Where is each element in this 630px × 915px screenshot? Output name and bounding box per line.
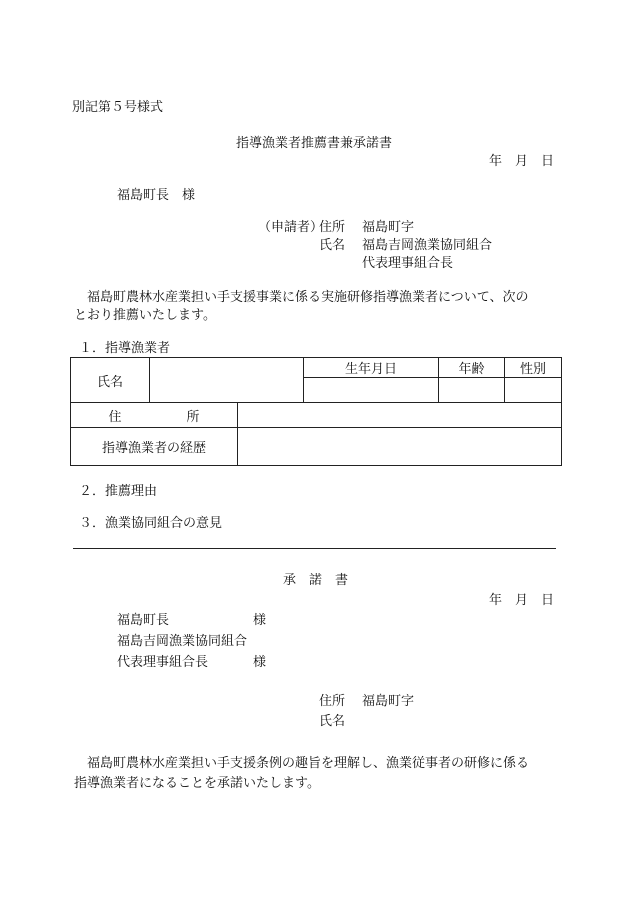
body-text-line-1: 福島町農林水産業担い手支援事業に係る実施研修指導漁業者について、次の bbox=[74, 290, 529, 305]
name-input-cell[interactable] bbox=[150, 358, 304, 403]
age-header: 年齢 bbox=[439, 358, 505, 378]
consent-body-line-2: 指導漁業者になることを承諾いたします。 bbox=[74, 776, 320, 791]
consent-name-label: 氏名 bbox=[319, 714, 346, 729]
consent-addressee-suffix: 様 bbox=[253, 613, 267, 628]
instructor-table bbox=[70, 357, 562, 466]
consent-representative-title: 代表理事組合長 bbox=[117, 655, 209, 670]
address-header-cell bbox=[71, 403, 238, 428]
separator-line bbox=[73, 548, 556, 549]
consent-representative-suffix: 様 bbox=[253, 655, 267, 670]
career-input-cell[interactable] bbox=[238, 428, 562, 466]
sex-input-cell[interactable] bbox=[505, 378, 562, 403]
career-header: 指導漁業者の経歴 bbox=[101, 441, 206, 456]
consent-address-label: 住所 bbox=[319, 694, 346, 709]
address-input-cell[interactable] bbox=[238, 403, 562, 428]
section-heading-2: ２．推薦理由 bbox=[79, 484, 158, 499]
addressee: 福島町長 様 bbox=[117, 188, 196, 203]
org-name: 福島吉岡漁業協同組合 bbox=[362, 238, 493, 253]
address-label: 住所 bbox=[319, 220, 346, 235]
representative-title: 代表理事組合長 bbox=[362, 256, 454, 271]
section-heading-1: １．指導漁業者 bbox=[79, 341, 171, 356]
date-line: 年 月 日 bbox=[489, 154, 555, 169]
career-header-cell bbox=[71, 428, 238, 466]
sex-header: 性別 bbox=[505, 358, 562, 378]
consent-date-line: 年 月 日 bbox=[489, 593, 555, 608]
address-header: 住 所 bbox=[108, 409, 200, 425]
birthdate-header: 生年月日 bbox=[304, 358, 439, 378]
consent-body-line-1: 福島町農林水産業担い手支援条例の趣旨を理解し、漁業従事者の研修に係る bbox=[74, 756, 530, 771]
consent-title: 承 諾 書 bbox=[283, 573, 349, 588]
age-input-cell[interactable] bbox=[439, 378, 505, 403]
section-heading-3: ３．漁業協同組合の意見 bbox=[79, 516, 223, 531]
applicant-label: （申請者） bbox=[258, 220, 324, 235]
consent-addressee: 福島町長 bbox=[117, 613, 170, 628]
name-label: 氏名 bbox=[319, 238, 346, 253]
name-header: 氏名 bbox=[96, 374, 123, 390]
consent-address-value: 福島町字 bbox=[362, 694, 415, 709]
address-value: 福島町字 bbox=[362, 220, 415, 235]
body-text-line-2: とおり推薦いたします。 bbox=[74, 308, 216, 323]
birthdate-input-cell[interactable] bbox=[304, 378, 439, 403]
form-number: 別記第５号様式 bbox=[72, 100, 164, 115]
document-title: 指導漁業者推薦書兼承諾書 bbox=[236, 136, 393, 151]
name-header-cell bbox=[71, 358, 150, 403]
consent-org-name: 福島吉岡漁業協同組合 bbox=[117, 634, 248, 649]
